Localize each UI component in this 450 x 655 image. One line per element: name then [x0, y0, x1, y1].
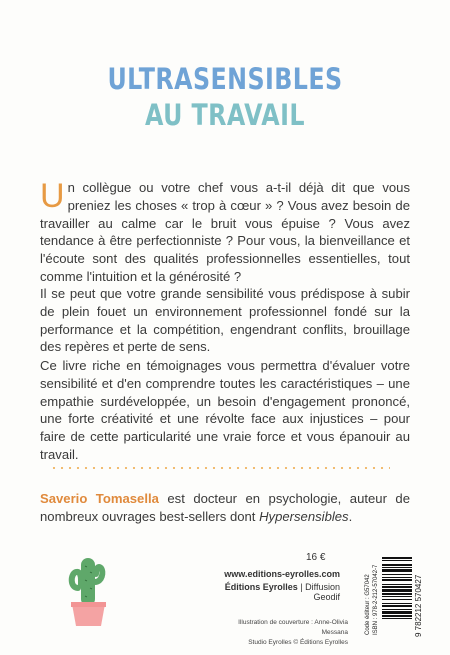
author-bio-text: est docteur en psychologie, auteur de nombreux ouvrages best-sellers dont [40, 491, 410, 524]
distributor: Diffusion Geodif [305, 582, 340, 602]
copyright: Studio Eyrolles © Éditions Eyrolles [248, 639, 348, 646]
paragraph-intro [40, 179, 410, 286]
publisher-name: Éditions Eyrolles [224, 582, 298, 592]
paragraph-intro-text: n collègue ou votre chef vous a-t-il déjà dit que vous preniez les choses « trop à cœur » ? Vous avez besoin de travailler au calme car le bruit vous épuise ? Vous avez tendance à être perfectionniste ? Pour vous, la bienveillance et l'écoute sont des qualités professionnelles essentielles, tout comme l'intuition et la générosité ? [40, 180, 410, 284]
website: www.editions-eyrolles.com [224, 569, 340, 579]
barcode-bar [382, 574, 412, 575]
publisher-separator: | [297, 582, 306, 592]
barcode-bar [382, 567, 412, 568]
barcode-bar [382, 560, 412, 561]
barcode-bars [382, 557, 412, 641]
barcode-bar [382, 611, 412, 614]
barcode-bar [382, 579, 412, 581]
paragraph-book: Ce livre riche en témoignages vous permettra d'évaluer votre sensibilité et d'en comprendre toutes les caractéristiques – une empathie surdéveloppée, un besoin d'engagement prononcé, une forte créativité et une révolte face aux injustices – pour faire de cette particularité une vraie force et vous épanouir au travail. [40, 358, 410, 462]
author-name: Saverio Tomasella [40, 491, 159, 506]
barcode-bar [382, 586, 412, 588]
dotted-divider [50, 467, 390, 469]
author-bio-end: . [348, 508, 353, 524]
drop-cap: U [40, 177, 65, 215]
book-title-line2: AU TRAVAIL [145, 98, 305, 132]
barcode-bar [382, 569, 412, 572]
price: 16 € [306, 552, 326, 563]
barcode [365, 557, 425, 641]
barcode-bar [382, 577, 412, 578]
barcode-bar [382, 615, 412, 617]
barcode-bar [382, 557, 412, 559]
credits [228, 618, 348, 648]
paragraph-context: Il se peut que votre grande sensibilité vous prédispose à subir de plein fouet un environnement professionnel fondé sur la performance et la compétition, engendrant conflits, brouillage des repères et perte de sens. [40, 286, 410, 355]
author-bio [40, 490, 410, 526]
publisher-line [212, 582, 340, 602]
barcode-bar [382, 609, 412, 610]
barcode-bar [382, 605, 412, 607]
barcode-bar [382, 596, 412, 597]
barcode-digits: 9 782212 570427 [414, 574, 423, 637]
barcode-bar [382, 593, 412, 595]
cactus-in-pot-icon [66, 552, 111, 628]
isbn: ISBN : 978-2-212-57042-7 [373, 564, 379, 635]
illustration-credit: Illustration de couverture : Anne-Olivia Messana [238, 619, 348, 636]
barcode-bar [382, 589, 412, 592]
code-editeur: Code éditeur : G57042 [365, 574, 371, 635]
barcode-bar [382, 564, 412, 566]
barcode-bar [382, 603, 412, 604]
barcode-bar [382, 584, 412, 585]
barcode-bar [382, 618, 412, 619]
author-book-title: Hypersensibles [259, 508, 349, 524]
barcode-bar [382, 599, 412, 600]
book-title-line1: ULTRASENSIBLES [107, 62, 343, 96]
